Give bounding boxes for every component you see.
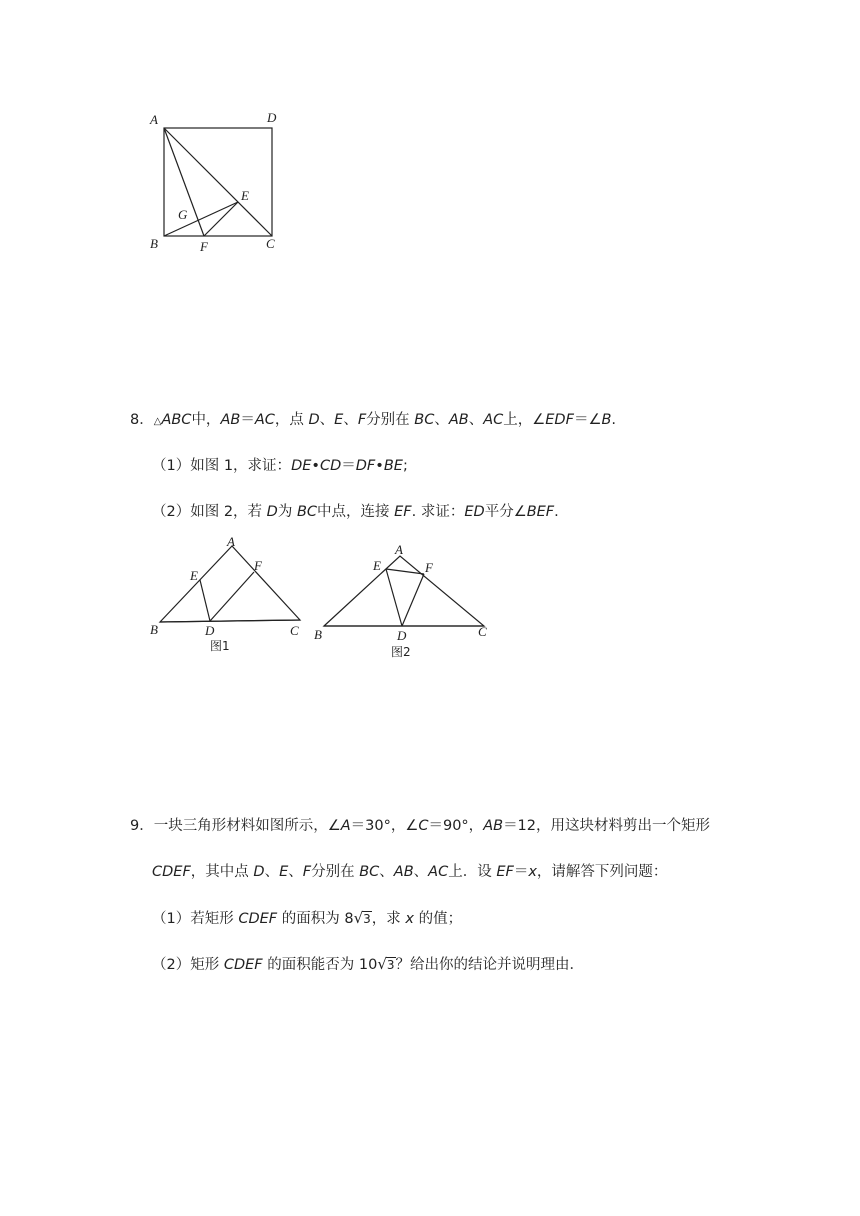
figure-2 xyxy=(310,538,500,664)
segment-fe xyxy=(204,202,238,236)
q9-part1: （1）若矩形 CDEF 的面积为 8√3，求 x 的值； xyxy=(152,909,463,927)
q8-number: 8． xyxy=(130,412,154,428)
label-g: G xyxy=(178,207,188,222)
q8-part1: （1）如图 1，求证：DE•CD＝DF•BE; xyxy=(152,458,408,474)
fig1-label-e: E xyxy=(190,568,198,583)
figure-2-diagram xyxy=(310,538,500,664)
segment-df xyxy=(210,572,254,621)
label-c: C xyxy=(266,236,275,251)
triangle-symbol: △ xyxy=(153,416,162,427)
fig2-label-f: F xyxy=(425,560,433,575)
q9-stem-line2: CDEF，其中点 D、E、F分别在 BC、AB、AC上．设 EF＝x，请解答下列问题： xyxy=(152,864,668,880)
fig2-caption: 图2 xyxy=(391,645,411,659)
fig2-label-e: E xyxy=(373,558,381,573)
fig1-caption: 图1 xyxy=(210,639,230,653)
square-diagram xyxy=(140,108,300,258)
fig1-label-f: F xyxy=(254,558,262,573)
fig2-label-c: C xyxy=(478,624,487,639)
segment-ed xyxy=(200,580,210,621)
q9-stem-line1: 9．一块三角形材料如图所示，∠A＝30°，∠C＝90°，AB＝12，用这块材料剪出一个矩形 xyxy=(130,818,711,834)
label-f: F xyxy=(200,239,208,254)
figure-square-abcd xyxy=(140,108,300,258)
fig1-label-c: C xyxy=(290,623,299,638)
fig2-label-b: B xyxy=(314,627,322,642)
q9-part2: （2）矩形 CDEF 的面积能否为 10√3？给出你的结论并说明理由． xyxy=(152,955,585,973)
label-b: B xyxy=(150,236,158,251)
fig1-label-a: A xyxy=(227,534,235,549)
label-d: D xyxy=(267,110,277,125)
figure-1 xyxy=(146,534,316,660)
sqrt-3: √3 xyxy=(377,955,395,973)
q8-stem: 8．△ABC中，AB＝AC，点 D、E、F分别在 BC、AB、AC上，∠EDF＝∠B. xyxy=(130,412,616,428)
segment-be xyxy=(164,202,238,236)
segment-ed xyxy=(386,569,402,626)
triangle-abc xyxy=(324,556,484,626)
q8-part2: （2）如图 2，若 D为 BC中点，连接 EF. 求证：ED平分∠BEF. xyxy=(152,504,559,520)
segment-fd xyxy=(402,574,424,626)
label-e: E xyxy=(241,188,249,203)
base-bc xyxy=(160,620,300,622)
fig2-label-d: D xyxy=(397,628,407,643)
label-a: A xyxy=(150,112,158,127)
fig2-label-a: A xyxy=(395,542,403,557)
figure-1-diagram xyxy=(146,534,316,660)
fig1-label-b: B xyxy=(150,622,158,637)
fig1-label-d: D xyxy=(205,623,215,638)
triangle-abc xyxy=(160,546,300,622)
sqrt-3: √3 xyxy=(353,909,371,927)
